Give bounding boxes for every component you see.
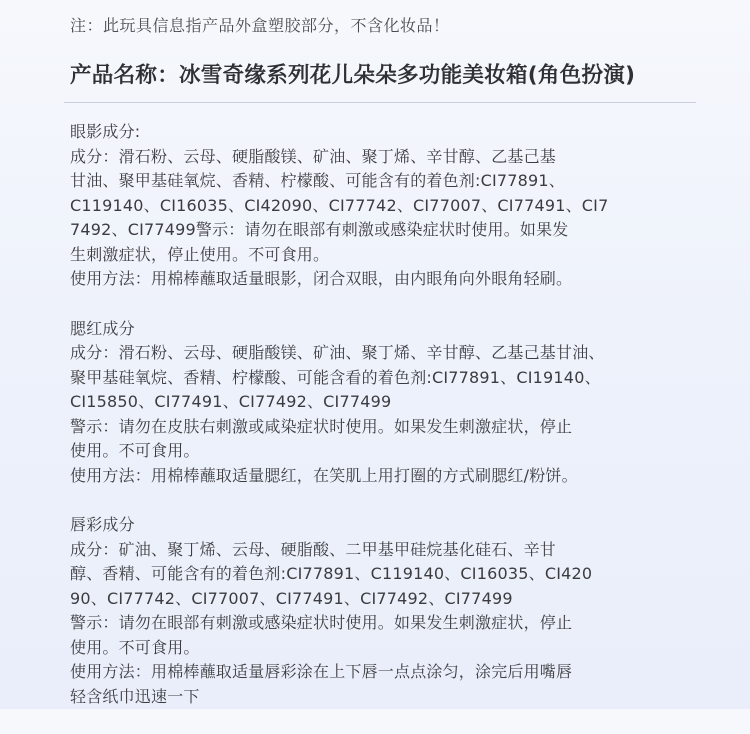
text-line: 甘油、聚甲基硅氧烷、香精、柠檬酸、可能含有的着色剂:CI77891、 — [70, 171, 565, 190]
text-line: 使用。不可食用。 — [70, 441, 200, 460]
blush-section — [70, 317, 690, 489]
text-line: 7492、CI77499警示：请勿在眼部有刺激或感染症状时使用。如果发 — [70, 220, 569, 239]
text-line: 使用方法：用棉棒蘸取适量腮红，在笑肌上用打圈的方式刷腮红/粉饼。 — [70, 465, 578, 485]
title-divider — [64, 102, 696, 103]
lipgloss-section — [70, 513, 690, 709]
eyeshadow-section — [70, 120, 690, 292]
text-line: 轻含纸巾迅速一下 — [70, 686, 200, 706]
ingredients-content — [70, 120, 690, 734]
product-title: 产品名称：冰雪奇缘系列花儿朵朵多功能美妆箱(角色扮演) — [70, 63, 636, 88]
text-line: 聚甲基硅氧烷、香精、柠檬酸、可能含看的着色剂:CI77891、CI19140、 — [70, 367, 601, 387]
text-line: C119140、CI16035、CI42090、CI77742、CI77007、CI77491、CI7 — [70, 195, 609, 215]
text-line: 醇、香精、可能含有的着色剂:CI77891、C119140、CI16035、CI420 — [70, 564, 593, 583]
text-line: 生刺激症状，停止使用。不可食用。 — [70, 244, 330, 264]
text-line: 成分：滑石粉、云母、硬脂酸镁、矿油、聚丁烯、辛甘醇、乙基己基甘油、 — [70, 343, 605, 362]
text-line: 使用方法：用棉棒蘸取适量唇彩涂在上下唇一点点涂匀，涂完后用嘴唇 — [70, 662, 573, 681]
text-line: 使用方法：用棉棒蘸取适量眼影，闭合双眼，由内眼角向外眼角轻刷。 — [70, 269, 573, 288]
section-heading: 唇彩成分 — [70, 515, 135, 534]
section-heading: 眼影成分: — [70, 122, 141, 141]
disclaimer-note: 注：此玩具信息指产品外盒塑胶部分，不含化妆品！ — [70, 16, 450, 35]
section-heading: 腮红成分 — [70, 318, 135, 338]
text-line: 90、CI77742、CI77007、CI77491、CI77492、CI77499 — [70, 588, 513, 608]
text-line: 使用。不可食用。 — [70, 637, 200, 657]
text-line: 警示：请勿在眼部有刺激或感染症状时使用。如果发生刺激症状，停止 — [70, 613, 573, 632]
text-line: 警示：请勿在皮肤右刺激或咸染症状时使用。如果发生刺激症状，停止 — [70, 416, 573, 436]
text-line: 成分：矿油、聚丁烯、云母、硬脂酸、二甲基甲硅烷基化硅石、辛甘 — [70, 539, 557, 559]
text-line: 成分：滑石粉、云母、硬脂酸镁、矿油、聚丁烯、辛甘醇、乙基己基 — [70, 146, 557, 166]
text-line: CI15850、CI77491、CI77492、CI77499 — [70, 392, 392, 411]
